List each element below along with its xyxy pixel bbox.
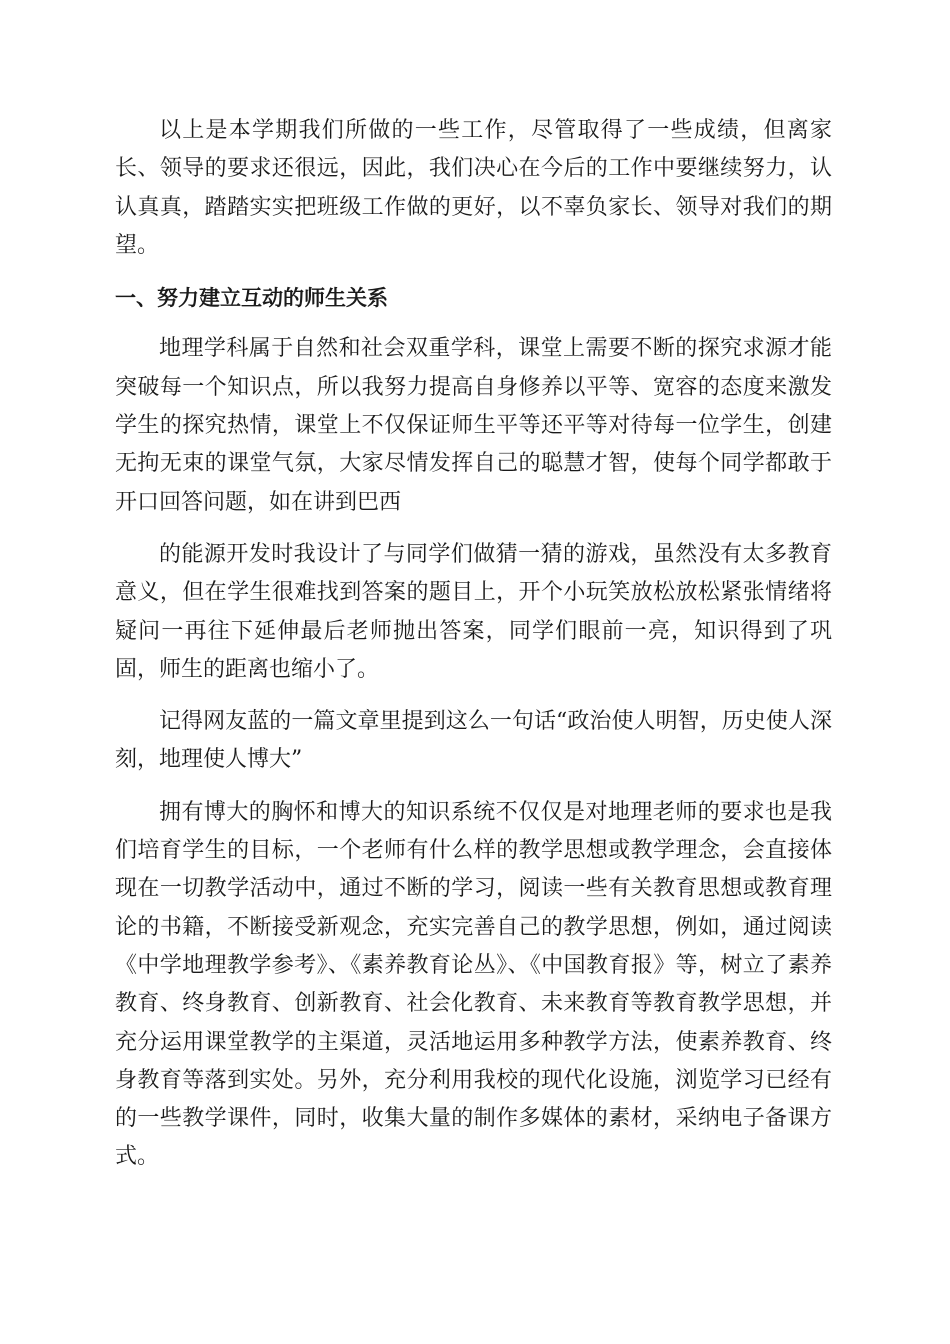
paragraph-energy-game: 的能源开发时我设计了与同学们做猜一猜的游戏，虽然没有太多教育意义，但在学生很难找到答案的题目上，开个小玩笑放松放松紧张情绪将疑问一再往下延伸最后老师抛出答案，同学们眼前一亮，知识得到了巩固，师生的距离也缩小了。 <box>115 541 832 682</box>
paragraph-summary: 以上是本学期我们所做的一些工作，尽管取得了一些成绩，但离家长、领导的要求还很远，因此，我们决心在今后的工作中要继续努力，认认真真，踏踏实实把班级工作做的更好，以不辜负家长、领导对我们的期望。 <box>115 118 832 258</box>
section-heading: 一、努力建立互动的师生关系 <box>115 286 388 311</box>
paragraph-teaching-philosophy: 拥有博大的胸怀和博大的知识系统不仅仅是对地理老师的要求也是我们培育学生的目标，一个老师有什么样的教学思想或教学理念，会直接体现在一切教学活动中，通过不断的学习，阅读一些有关教育思想或教育理论的书籍，不断接受新观念，充实完善自己的教学思想，例如，通过阅读《中学地理教学参考》、《素养教育论丛》、《中国教育报》等，树立了素养教育、终身教育、创新教育、社会化教育、未来教育等教育教学思想，并充分运用课堂教学的主渠道，灵活地运用多种教学方法，使素养教育、终身教育等落到实处。另外，充分利用我校的现代化设施，浏览学习已经有的一些教学课件，同时，收集大量的制作多媒体的素材，采纳电子备课方式。 <box>115 799 832 1170</box>
paragraph-quote: 记得网友蓝的一篇文章里提到这么一句话“政治使人明智，历史使人深刻，地理使人博大” <box>115 709 832 773</box>
paragraph-teacher-student: 地理学科属于自然和社会双重学科，课堂上需要不断的探究求源才能突破每一个知识点，所以我努力提高自身修养以平等、宽容的态度来激发学生的探究热情，课堂上不仅保证师生平等还平等对待每一位学生，创建无拘无束的课堂气氛，大家尽情发挥自己的聪慧才智，使每个同学都敢于开口回答问题，如在讲到巴西 <box>115 336 832 515</box>
